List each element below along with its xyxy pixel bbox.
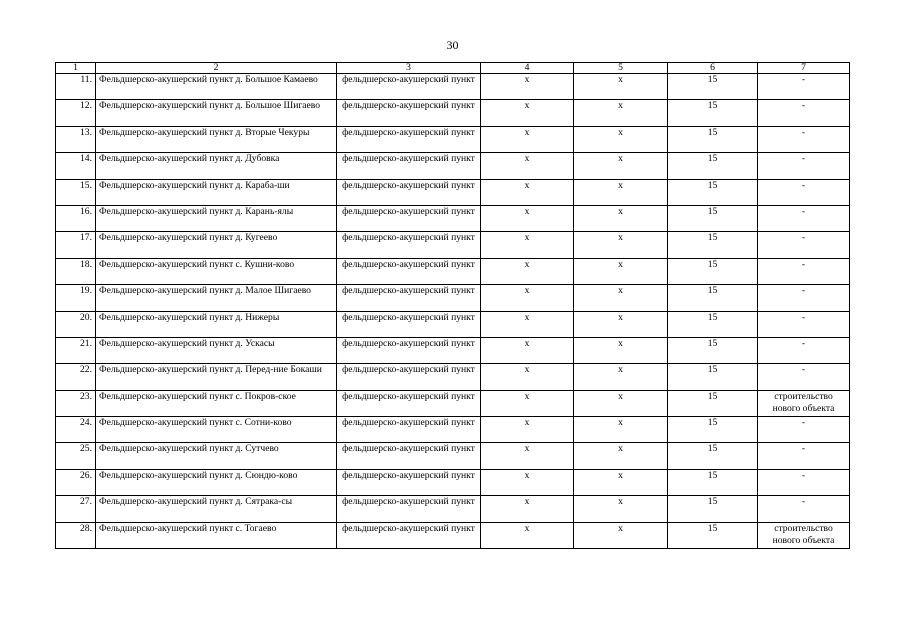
column-6-cell: 15 (668, 417, 758, 443)
row-number-cell: 25. (56, 443, 96, 469)
facility-name-cell: Фельдшерско-акушерский пункт д. Большое Камаево (96, 74, 337, 100)
facility-type-cell: фельдшерско-акушерский пункт (337, 232, 481, 258)
facility-type-cell: фельдшерско-акушерский пункт (337, 364, 481, 390)
column-header-1: 1 (56, 63, 96, 74)
facility-type-cell: фельдшерско-акушерский пункт (337, 311, 481, 337)
facility-type-cell: фельдшерско-акушерский пункт (337, 443, 481, 469)
table-body (56, 63, 850, 549)
column-4-cell: х (481, 522, 574, 548)
facility-type-cell: фельдшерско-акушерский пункт (337, 258, 481, 284)
column-5-cell: х (574, 364, 668, 390)
column-7-cell: - (758, 100, 850, 126)
row-number-cell: 20. (56, 311, 96, 337)
column-7-cell: - (758, 443, 850, 469)
column-4-cell: х (481, 443, 574, 469)
column-4-cell: х (481, 285, 574, 311)
facility-type-cell: фельдшерско-акушерский пункт (337, 285, 481, 311)
column-6-cell: 15 (668, 496, 758, 522)
table-row (56, 100, 850, 126)
column-5-cell: х (574, 232, 668, 258)
table-row (56, 179, 850, 205)
column-4-cell: х (481, 496, 574, 522)
column-4-cell: х (481, 364, 574, 390)
row-number-cell: 26. (56, 469, 96, 495)
facility-name-cell: Фельдшерско-акушерский пункт д. Большое Шигаево (96, 100, 337, 126)
table-row (56, 232, 850, 258)
facility-name-cell: Фельдшерско-акушерский пункт д. Караба-ши (96, 179, 337, 205)
row-number-cell: 18. (56, 258, 96, 284)
column-4-cell: х (481, 232, 574, 258)
facility-type-cell: фельдшерско-акушерский пункт (337, 496, 481, 522)
table-row (56, 153, 850, 179)
column-6-cell: 15 (668, 337, 758, 363)
facility-type-cell: фельдшерско-акушерский пункт (337, 522, 481, 548)
column-5-cell: х (574, 126, 668, 152)
table-row (56, 390, 850, 416)
table-row (56, 285, 850, 311)
column-5-cell: х (574, 285, 668, 311)
column-4-cell: х (481, 179, 574, 205)
column-5-cell: х (574, 205, 668, 231)
row-number-cell: 11. (56, 74, 96, 100)
column-6-cell: 15 (668, 205, 758, 231)
row-number-cell: 13. (56, 126, 96, 152)
column-6-cell: 15 (668, 258, 758, 284)
facility-type-cell: фельдшерско-акушерский пункт (337, 153, 481, 179)
table-row (56, 337, 850, 363)
facility-name-cell: Фельдшерско-акушерский пункт д. Дубовка (96, 153, 337, 179)
facility-type-cell: фельдшерско-акушерский пункт (337, 337, 481, 363)
row-number-cell: 19. (56, 285, 96, 311)
facility-name-cell: Фельдшерско-акушерский пункт с. Кушни-ково (96, 258, 337, 284)
column-6-cell: 15 (668, 179, 758, 205)
table-row (56, 258, 850, 284)
column-numbers-row (56, 63, 850, 74)
row-number-cell: 14. (56, 153, 96, 179)
row-number-cell: 16. (56, 205, 96, 231)
facility-name-cell: Фельдшерско-акушерский пункт д. Вторые Чекуры (96, 126, 337, 152)
facility-name-cell: Фельдшерско-акушерский пункт с. Тогаево (96, 522, 337, 548)
column-7-cell: - (758, 311, 850, 337)
column-7-cell: - (758, 205, 850, 231)
column-4-cell: х (481, 469, 574, 495)
column-7-cell: - (758, 232, 850, 258)
column-7-cell: - (758, 496, 850, 522)
column-4-cell: х (481, 74, 574, 100)
facility-name-cell: Фельдшерско-акушерский пункт д. Сятрака-сы (96, 496, 337, 522)
column-7-cell: строительство нового объекта (758, 390, 850, 416)
column-4-cell: х (481, 311, 574, 337)
row-number-cell: 22. (56, 364, 96, 390)
column-5-cell: х (574, 496, 668, 522)
column-6-cell: 15 (668, 126, 758, 152)
column-5-cell: х (574, 153, 668, 179)
column-5-cell: х (574, 522, 668, 548)
column-6-cell: 15 (668, 100, 758, 126)
column-7-cell: - (758, 285, 850, 311)
table-row (56, 522, 850, 548)
table-row (56, 443, 850, 469)
column-4-cell: х (481, 205, 574, 231)
table-row (56, 74, 850, 100)
table-row (56, 364, 850, 390)
row-number-cell: 17. (56, 232, 96, 258)
facility-type-cell: фельдшерско-акушерский пункт (337, 390, 481, 416)
column-7-cell: - (758, 179, 850, 205)
table-row (56, 469, 850, 495)
column-6-cell: 15 (668, 364, 758, 390)
row-number-cell: 24. (56, 417, 96, 443)
column-5-cell: х (574, 311, 668, 337)
column-6-cell: 15 (668, 390, 758, 416)
page-number: 30 (446, 38, 459, 52)
facility-name-cell: Фельдшерско-акушерский пункт с. Покров-ское (96, 390, 337, 416)
column-4-cell: х (481, 153, 574, 179)
column-5-cell: х (574, 74, 668, 100)
column-5-cell: х (574, 100, 668, 126)
facility-name-cell: Фельдшерско-акушерский пункт с. Сотни-ково (96, 417, 337, 443)
column-6-cell: 15 (668, 74, 758, 100)
row-number-cell: 23. (56, 390, 96, 416)
table-row (56, 205, 850, 231)
row-number-cell: 28. (56, 522, 96, 548)
column-7-cell: - (758, 337, 850, 363)
facility-type-cell: фельдшерско-акушерский пункт (337, 100, 481, 126)
facility-name-cell: Фельдшерско-акушерский пункт д. Малое Шигаево (96, 285, 337, 311)
column-6-cell: 15 (668, 469, 758, 495)
column-7-cell: строительство нового объекта (758, 522, 850, 548)
column-7-cell: - (758, 74, 850, 100)
facility-name-cell: Фельдшерско-акушерский пункт д. Перед-ние Бокаши (96, 364, 337, 390)
column-6-cell: 15 (668, 522, 758, 548)
column-5-cell: х (574, 390, 668, 416)
facility-type-cell: фельдшерско-акушерский пункт (337, 469, 481, 495)
column-header-3: 3 (337, 63, 481, 74)
facility-name-cell: Фельдшерско-акушерский пункт д. Сутчево (96, 443, 337, 469)
table-row (56, 417, 850, 443)
facility-name-cell: Фельдшерско-акушерский пункт д. Карань-ялы (96, 205, 337, 231)
column-7-cell: - (758, 364, 850, 390)
table-row (56, 496, 850, 522)
facility-name-cell: Фельдшерско-акушерский пункт д. Ускасы (96, 337, 337, 363)
column-5-cell: х (574, 469, 668, 495)
column-4-cell: х (481, 337, 574, 363)
column-6-cell: 15 (668, 311, 758, 337)
column-7-cell: - (758, 126, 850, 152)
column-header-5: 5 (574, 63, 668, 74)
column-6-cell: 15 (668, 153, 758, 179)
column-4-cell: х (481, 258, 574, 284)
column-6-cell: 15 (668, 443, 758, 469)
facility-name-cell: Фельдшерско-акушерский пункт д. Сюндю-ково (96, 469, 337, 495)
facilities-table (55, 62, 850, 549)
column-header-4: 4 (481, 63, 574, 74)
column-5-cell: х (574, 258, 668, 284)
column-7-cell: - (758, 153, 850, 179)
column-5-cell: х (574, 337, 668, 363)
column-7-cell: - (758, 258, 850, 284)
column-4-cell: х (481, 417, 574, 443)
facility-type-cell: фельдшерско-акушерский пункт (337, 126, 481, 152)
column-header-6: 6 (668, 63, 758, 74)
facility-type-cell: фельдшерско-акушерский пункт (337, 417, 481, 443)
facility-name-cell: Фельдшерско-акушерский пункт д. Нижеры (96, 311, 337, 337)
row-number-cell: 12. (56, 100, 96, 126)
column-header-2: 2 (96, 63, 337, 74)
row-number-cell: 21. (56, 337, 96, 363)
column-5-cell: х (574, 179, 668, 205)
column-header-7: 7 (758, 63, 850, 74)
column-4-cell: х (481, 126, 574, 152)
row-number-cell: 27. (56, 496, 96, 522)
column-6-cell: 15 (668, 232, 758, 258)
column-5-cell: х (574, 417, 668, 443)
row-number-cell: 15. (56, 179, 96, 205)
table-row (56, 126, 850, 152)
column-4-cell: х (481, 390, 574, 416)
facility-type-cell: фельдшерско-акушерский пункт (337, 205, 481, 231)
facility-type-cell: фельдшерско-акушерский пункт (337, 179, 481, 205)
column-6-cell: 15 (668, 285, 758, 311)
column-4-cell: х (481, 100, 574, 126)
column-7-cell: - (758, 417, 850, 443)
column-7-cell: - (758, 469, 850, 495)
facility-name-cell: Фельдшерско-акушерский пункт д. Кугеево (96, 232, 337, 258)
facility-type-cell: фельдшерско-акушерский пункт (337, 74, 481, 100)
column-5-cell: х (574, 443, 668, 469)
table-row (56, 311, 850, 337)
